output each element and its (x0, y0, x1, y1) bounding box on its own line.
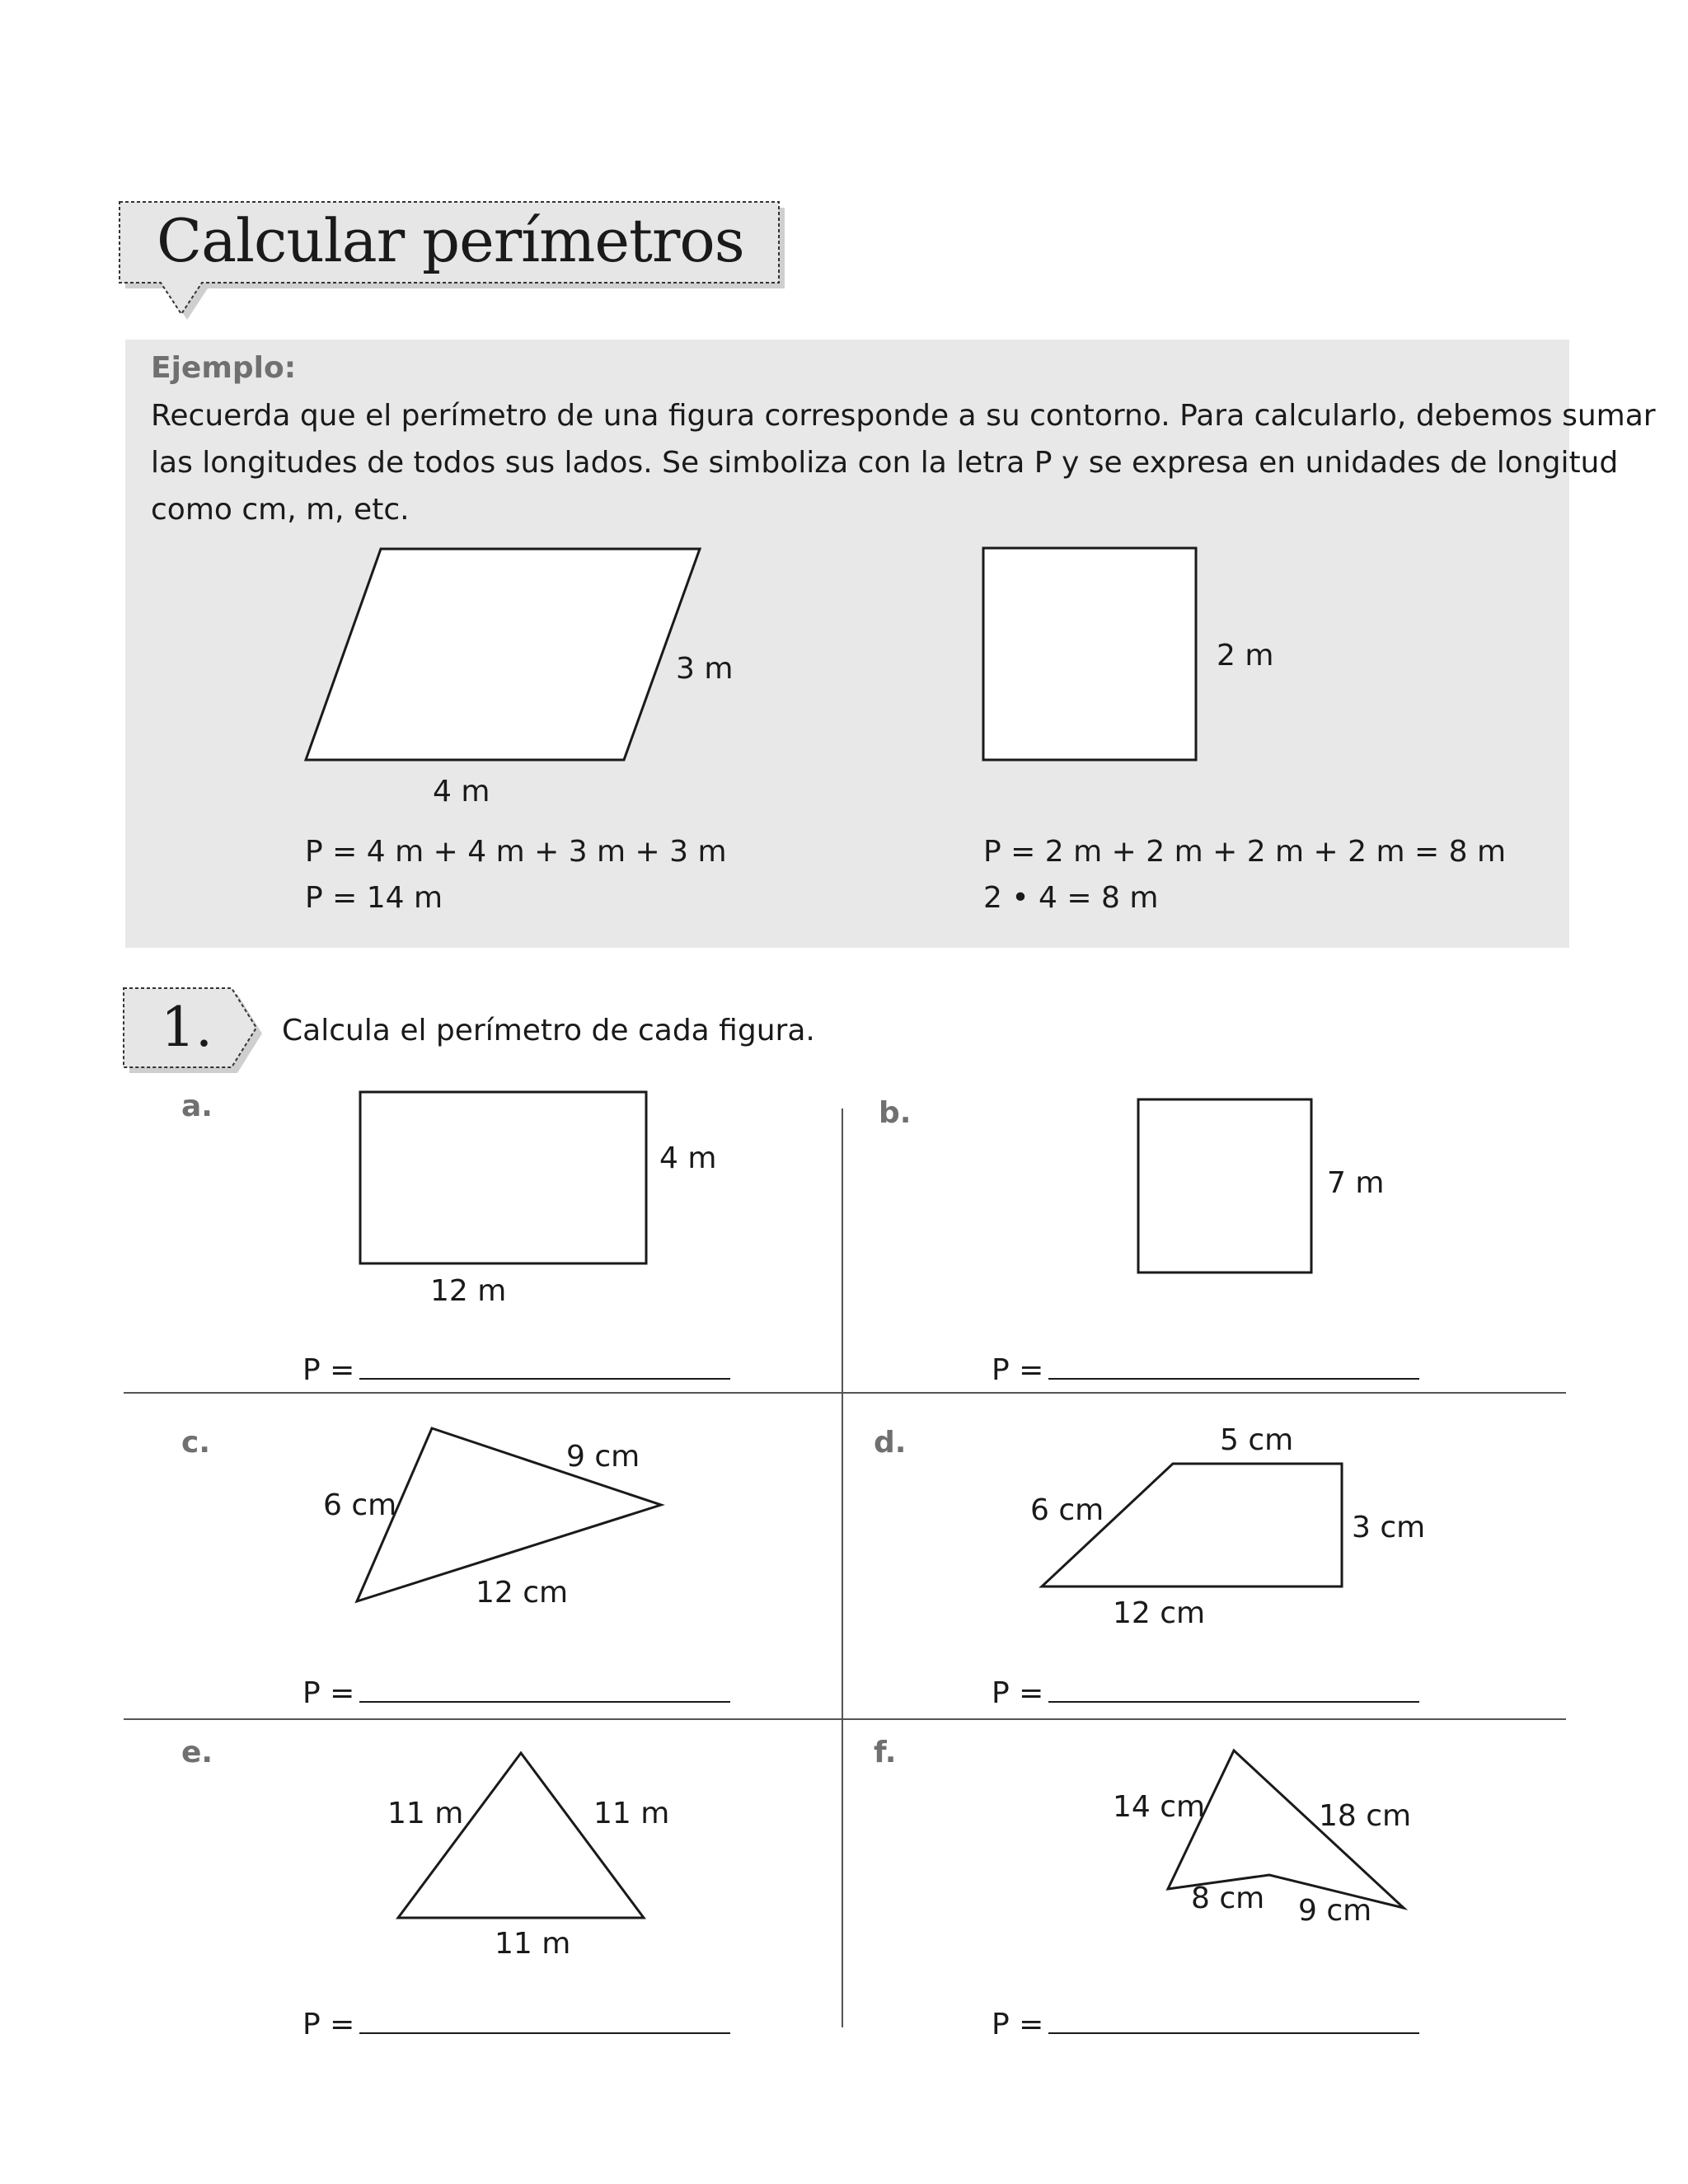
answer-a[interactable] (302, 1348, 730, 1387)
figure-f-label: 14 cm (1113, 1790, 1206, 1824)
square-calc (983, 829, 1506, 921)
answer-prefix: P = (992, 2008, 1044, 2041)
parallelogram-side-label: 3 m (676, 652, 734, 686)
item-letter-d: d. (874, 1426, 907, 1460)
example-text-line: como cm, m, etc. (151, 493, 410, 527)
answer-line[interactable] (1048, 1348, 1419, 1380)
answer-line[interactable] (359, 1348, 730, 1380)
exercise-number: 1. (161, 996, 213, 1059)
page-title: Calcular perímetros (157, 206, 744, 275)
figure-f-label: 9 cm (1298, 1894, 1372, 1928)
answer-prefix: P = (992, 1676, 1044, 1710)
example-text-line: las longitudes de todos sus lados. Se simboliza con la letra P y se expresa en unidades de longitud (151, 446, 1619, 480)
answer-d[interactable] (992, 1671, 1419, 1710)
parallelogram-base-label: 4 m (433, 775, 490, 808)
calc-line: 2 • 4 = 8 m (983, 881, 1159, 915)
figure-d-label: 3 cm (1352, 1511, 1426, 1544)
parallelogram-calc (305, 829, 727, 921)
answer-prefix: P = (992, 1353, 1044, 1387)
answer-f[interactable] (992, 2003, 1419, 2041)
item-letter-b: b. (879, 1096, 912, 1130)
example-text-line: Recuerda que el perímetro de una figura corresponde a su contorno. Para calcularlo, debemos sumar (151, 399, 1656, 433)
answer-b[interactable] (992, 1348, 1419, 1387)
figure-d-label: 12 cm (1113, 1596, 1206, 1630)
figure-e-label: 11 m (495, 1927, 571, 1961)
figure-e-label: 11 m (593, 1797, 670, 1830)
calc-line: P = 4 m + 4 m + 3 m + 3 m (305, 835, 727, 869)
example-parallelogram (306, 549, 700, 760)
item-letter-f: f. (874, 1736, 897, 1769)
figure-c-label: 9 cm (566, 1440, 640, 1474)
figure-a-label: 12 m (430, 1274, 507, 1308)
example-square (983, 548, 1196, 760)
example-label: Ejemplo: (151, 351, 297, 385)
answer-prefix: P = (302, 2008, 355, 2041)
square-side-label: 2 m (1217, 639, 1274, 673)
answer-line[interactable] (359, 1671, 730, 1703)
item-letter-c: c. (181, 1426, 211, 1460)
answer-line[interactable] (1048, 2003, 1419, 2034)
answer-prefix: P = (302, 1353, 355, 1387)
answer-line[interactable] (359, 2003, 730, 2034)
figure-f-label: 18 cm (1319, 1799, 1412, 1833)
figure-e-triangle (398, 1753, 644, 1918)
calc-line: P = 14 m (305, 881, 443, 915)
item-letter-e: e. (181, 1736, 213, 1769)
figure-b-label: 7 m (1327, 1166, 1385, 1200)
figure-b-square (1138, 1099, 1311, 1272)
answer-c[interactable] (302, 1671, 730, 1710)
figure-a-label: 4 m (659, 1141, 717, 1175)
figure-f-label: 8 cm (1191, 1882, 1265, 1915)
exercise-instruction: Calcula el perímetro de cada figura. (282, 1014, 815, 1047)
figure-e-label: 11 m (387, 1797, 464, 1830)
figure-d-label: 6 cm (1030, 1493, 1104, 1527)
answer-line[interactable] (1048, 1671, 1419, 1703)
calc-line: P = 2 m + 2 m + 2 m + 2 m = 8 m (983, 835, 1507, 869)
figure-a-rectangle (360, 1092, 646, 1263)
item-letter-a: a. (181, 1090, 213, 1123)
figure-c-label: 6 cm (323, 1488, 397, 1522)
answer-e[interactable] (302, 2003, 730, 2041)
answer-prefix: P = (302, 1676, 355, 1710)
figure-c-label: 12 cm (476, 1576, 569, 1610)
figure-d-label: 5 cm (1220, 1423, 1294, 1457)
